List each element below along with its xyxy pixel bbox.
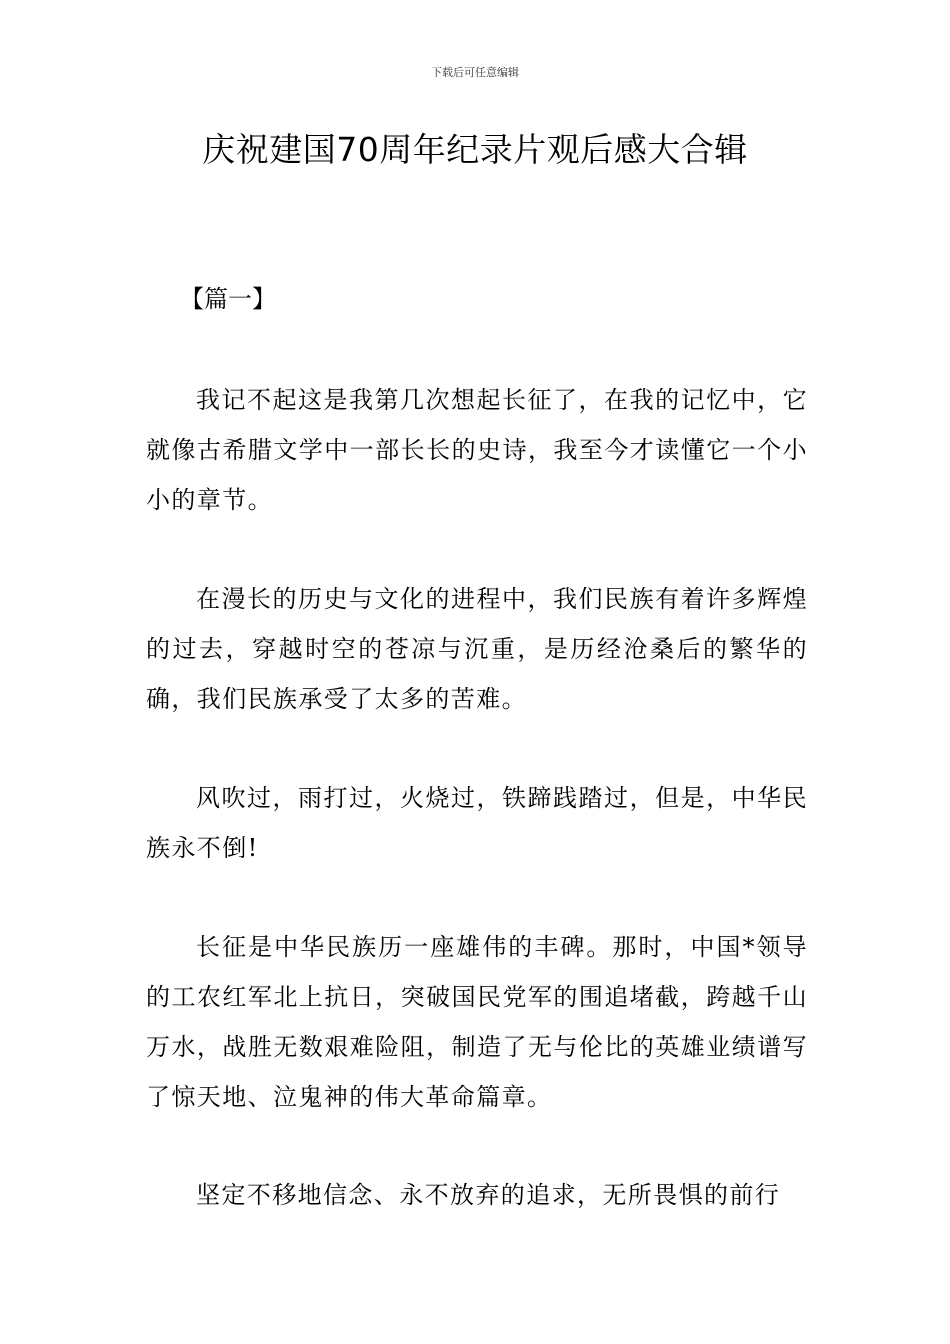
paragraph-2: 在漫长的历史与文化的进程中，我们民族有着许多辉煌的过去，穿越时空的苍凉与沉重，是历经沧桑后的繁华的确，我们民族承受了太多的苦难。 (146, 585, 808, 713)
paragraph-4: 长征是中华民族历一座雄伟的丰碑。那时，中国*领导的工农红军北上抗日，突破国民党军的围追堵截，跨越千山万水，战胜无数艰难险阻，制造了无与伦比的英雄业绩谱写了惊天地、泣鬼神的伟大革命篇章。 (146, 933, 808, 1111)
paragraph-5: 坚定不移地信念、永不放弃的追求，无所畏惧的前行 (196, 1181, 781, 1209)
header-note: 下载后可任意编辑 (431, 66, 519, 79)
paragraph-3: 风吹过，雨打过，火烧过，铁蹄践踏过，但是，中华民族永不倒! (146, 784, 808, 862)
document-title: 庆祝建国70周年纪录片观后感大合辑 (202, 130, 748, 169)
section-heading: 【篇一】 (180, 285, 276, 313)
paragraph-1: 我记不起这是我第几次想起长征了，在我的记忆中，它就像古希腊文学中一部长长的史诗，我至今才读懂它一个小小的章节。 (146, 386, 808, 514)
